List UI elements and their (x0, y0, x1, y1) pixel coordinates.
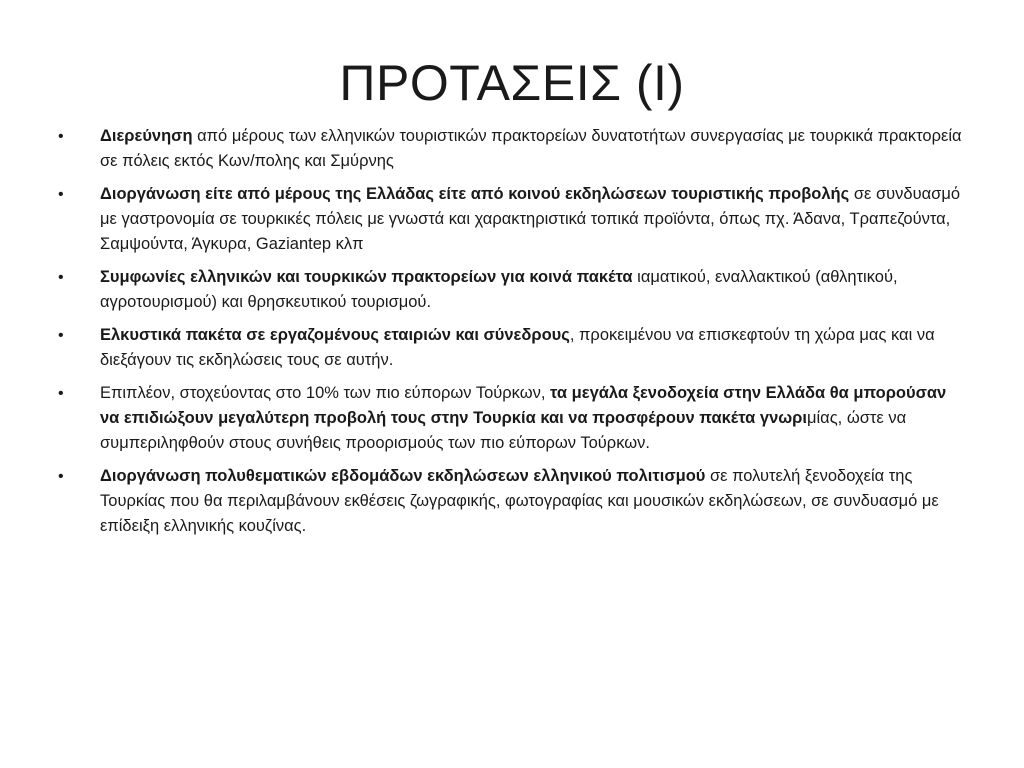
bullet-dot-icon: • (58, 186, 64, 203)
bullet-item (58, 381, 970, 456)
bullet-text-segment: , προκειμένου να επισκεφτούν τη χώρα μας και να διεξάγουν τις εκδηλώσεις τους σε αυτήν. (100, 326, 935, 369)
bullet-dot-icon: • (58, 327, 64, 344)
bullet-text-segment: Επιπλέον, στοχεύοντας στο 10% των πιο εύπορων Τούρκων, (100, 384, 551, 402)
bullet-text-bold-segment: Διοργάνωση πολυθεματικών εβδομάδων εκδηλώσεων ελληνικού πολιτισμού (100, 467, 706, 485)
bullet-dot-icon: • (58, 128, 64, 145)
bullet-text-bold-segment: Διοργάνωση είτε από μέρους της Ελλάδας είτε από κοινού εκδηλώσεων τουριστικής προβολής (100, 185, 850, 203)
bullet-text-bold-segment: Ελκυστικά πακέτα σε εργαζομένους εταιριών και σύνεδρους (100, 326, 570, 344)
bullet-text (100, 185, 960, 253)
bullet-text (100, 268, 898, 311)
bullet-item (58, 265, 970, 315)
bullet-text-segment: μίας, ώστε να συμπεριληφθούν στους συνήθεις προορισμούς των πιο εύπορων Τούρκων. (100, 409, 907, 452)
bullet-dot-icon: • (58, 269, 64, 286)
bullet-item (58, 124, 970, 174)
bullet-item (58, 464, 970, 539)
bullet-list (58, 124, 970, 547)
bullet-text (100, 127, 962, 170)
bullet-item (58, 182, 970, 257)
bullet-item (58, 323, 970, 373)
bullet-text-segment: σε συνδυασμό με γαστρονομία σε τουρκικές πόλεις με γνωστά και χαρακτηριστικά τοπικά προϊόντα, όπως πχ. Άδανα, Τραπεζούντα, Σαμψούντα, Άγκυρα, Gaziantep κλπ (100, 185, 961, 253)
slide-title: ΠΡΟΤΑΣΕΙΣ (Ι) (339, 55, 685, 111)
bullet-text-bold-segment: Διερεύνηση (100, 127, 193, 145)
bullet-dot-icon: • (58, 468, 64, 485)
bullet-dot-icon: • (58, 385, 64, 402)
bullet-text-bold-segment: Συμφωνίες ελληνικών και τουρκικών πρακτορείων για κοινά πακέτα (100, 268, 633, 286)
bullet-text (100, 326, 935, 369)
bullet-text-segment: ιαματικού, εναλλακτικού (αθλητικού, αγροτουρισμού) και θρησκευτικού τουρισμού. (100, 268, 898, 311)
bullet-text-segment: σε πολυτελή ξενοδοχεία της Τουρκίας που θα περιλαμβάνουν εκθέσεις ζωγραφικής, φωτογραφίας και μουσικών εκδηλώσεων, σε συνδυασμό με επίδειξη ελληνικής κουζίνας. (100, 467, 939, 535)
bullet-text-segment: από μέρους των ελληνικών τουριστικών πρακτορείων δυνατοτήτων συνεργασίας με τουρκικά πρακτορεία σε πόλεις εκτός Κων/πολης και Σμύρνης (100, 127, 962, 170)
bullet-text (100, 384, 946, 452)
bullet-text-bold-segment: τα μεγάλα ξενοδοχεία στην Ελλάδα θα μπορούσαν να επιδιώξουν μεγαλύτερη προβολή τους στην Τουρκία και να προσφέρουν πακέτα γνωρι (100, 384, 947, 427)
bullet-text (100, 467, 939, 535)
